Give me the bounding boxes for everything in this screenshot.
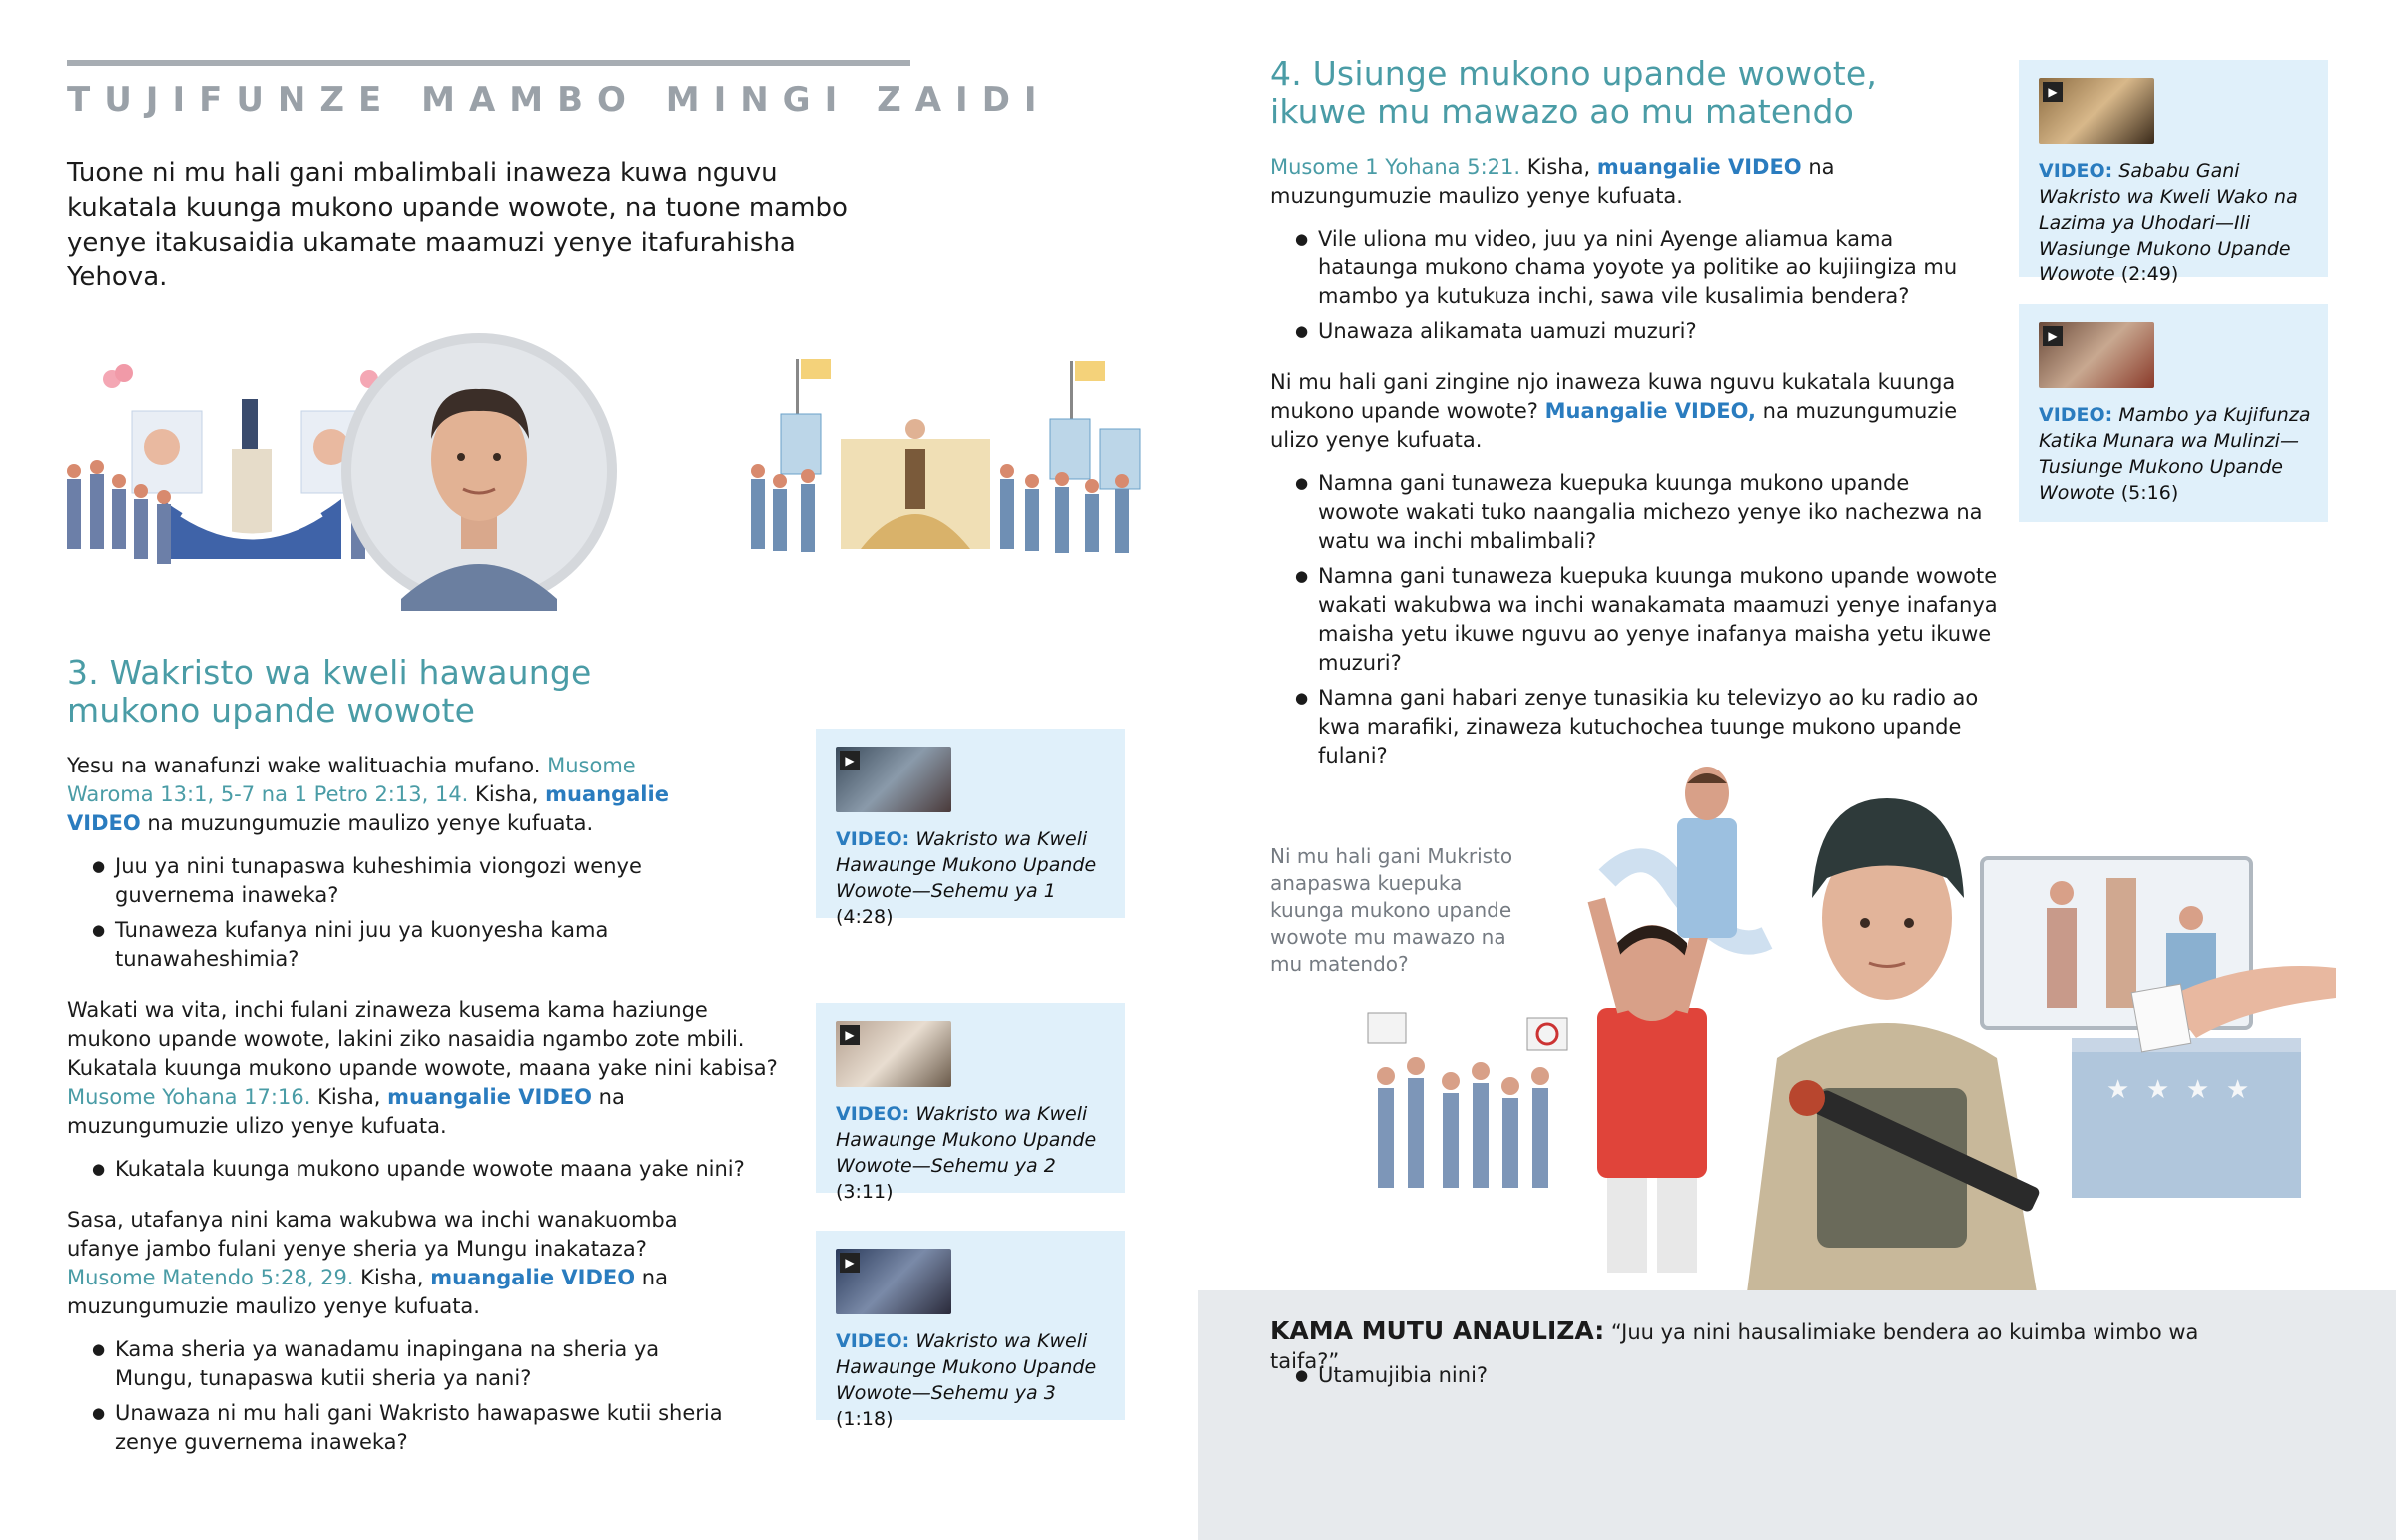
- neutrality-scene-svg: [1348, 759, 2346, 1292]
- video-box-3[interactable]: [816, 1231, 1125, 1430]
- video-link-2[interactable]: muangalie VIDEO: [387, 1085, 592, 1109]
- video-link-5[interactable]: Muangalie VIDEO,: [1544, 399, 1756, 423]
- section4-p2-end: na muzungumuzie ulizo yenye kufuata.: [1270, 399, 1958, 452]
- video-title: Wakristo wa Kweli Hawaunge Mukono Upande Wowote—Sehemu ya 3: [836, 1330, 1097, 1404]
- section3-questions-3: [67, 1335, 726, 1457]
- footer-box: [1198, 1290, 2396, 1540]
- play-icon[interactable]: ▶: [840, 751, 860, 770]
- svg-text:★: ★: [2146, 1075, 2170, 1105]
- tv-ballot: [1982, 858, 2336, 1198]
- neutrality-illustration: [1348, 759, 2346, 1292]
- video-thumbnail[interactable]: [2039, 78, 2154, 144]
- section4-questions-1: [1270, 225, 1989, 346]
- section3-p2-kisha: Kisha,: [317, 1085, 381, 1109]
- video-duration: (5:16): [2120, 482, 2179, 504]
- intro-paragraph: Tuone ni mu hali gani mbalimbali inaweza kuwa nguvu kukatala kuunga mukono upande wowote, na tuone mambo yenye itakusaidia ukamate maamuzi yenye itafurahisha Yehova.: [67, 158, 848, 292]
- section3-p3-end: na muzungumuzie maulizo yenye kufuata.: [67, 1266, 668, 1318]
- video-caption: [2039, 158, 2313, 287]
- section4-title: [1270, 55, 2069, 131]
- video-link-4[interactable]: muangalie VIDEO: [1596, 155, 1802, 179]
- scripture-ref-matendo[interactable]: Musome Matendo 5:28, 29.: [67, 1266, 354, 1289]
- section3-p2: [67, 996, 786, 1141]
- video-label: VIDEO:: [2039, 404, 2113, 426]
- video-title: Sababu Gani Wakristo wa Kweli Wako na Lazima ya Uhodari—Ili Wasiunge Mukono Upande Wowote: [2039, 160, 2298, 285]
- section3-p2-text: Wakati wa vita, inchi fulani zinaweza kusema kama haziunge mukono upande wowote, lakini ziko nasaidia ngambo zote mbili. Kukatala kuunga mukono upande wowote, maana yake nini kabisa?: [67, 998, 778, 1080]
- kicker-rule: [67, 60, 910, 66]
- list-item: ● Kama sheria ya wanadamu inapingana na sheria ya Mungu, tunapaswa kutii sheria ya nani?: [67, 1335, 726, 1393]
- section3-p1-end: na muzungumuzie maulizo yenye kufuata.: [147, 811, 594, 835]
- rally-illustration: [62, 329, 1160, 619]
- list-item: ● Vile uliona mu video, juu ya nini Ayenge aliamua kama hataunga mukono chama yoyote ya politike ao kujiingiza mu mambo ya kutukuza inchi, sawa vile kusalimia bendera?: [1270, 225, 1989, 311]
- man-portrait: [341, 333, 617, 611]
- video-caption: [836, 1101, 1105, 1205]
- list-item: ● Namna gani tunaweza kuepuka kuunga mukono upande wowote wakati tuko naangalia michezo yenye iko nachezwa na watu wa inchi mbalimbali?: [1270, 469, 1997, 556]
- list-item: ● Utamujibia nini?: [1270, 1361, 2268, 1390]
- svg-text:★: ★: [2226, 1075, 2250, 1105]
- video-title: Mambo ya Kujifunza Katika Munara wa Mulinzi—Tusiunge Mukono Upande Wowote: [2039, 404, 2311, 504]
- video-thumbnail[interactable]: [836, 747, 951, 812]
- video-link-3[interactable]: muangalie VIDEO: [430, 1266, 636, 1289]
- section3-p1-kisha: Kisha,: [475, 782, 539, 806]
- video-title: Wakristo wa Kweli Hawaunge Mukono Upande Wowote—Sehemu ya 2: [836, 1103, 1097, 1177]
- section3-p1: [67, 752, 686, 838]
- section4-p2-text: Ni mu hali gani zingine njo inaweza kuwa nguvu kukatala kuunga mukono upande wowote?: [1270, 370, 1956, 423]
- singing-person: [1677, 767, 1737, 938]
- section4-p1: [1270, 153, 1989, 211]
- play-icon[interactable]: ▶: [2043, 326, 2063, 346]
- video-label: VIDEO:: [836, 1103, 910, 1125]
- section4-title-line2: ikuwe mu mawazo ao mu matendo: [1270, 92, 1855, 131]
- section3-questions-2: [67, 1155, 786, 1184]
- section3: [67, 654, 786, 1463]
- section3-p2-end: na muzungumuzie ulizo yenye kufuata.: [67, 1085, 625, 1138]
- video-label: VIDEO:: [836, 828, 910, 850]
- section4-questions-2: [1270, 469, 2069, 770]
- play-icon[interactable]: ▶: [2043, 82, 2063, 102]
- video-caption: [836, 1328, 1105, 1432]
- section3-questions-1: [67, 852, 686, 974]
- play-icon[interactable]: ▶: [840, 1025, 860, 1045]
- section-kicker: TUJIFUNZE MAMBO MINGI ZAIDI: [67, 80, 1051, 120]
- list-item: ● Namna gani tunaweza kuepuka kuunga mukono upande wowote wakati wakubwa wa inchi wanakamata maamuzi yenye inafanya maisha yetu ikuwe nguvu ao yenye inafanya maisha yetu ikuwe muzuri?: [1270, 562, 2069, 678]
- section4-p1-end: na muzungumuzie maulizo yenye kufuata.: [1270, 155, 1835, 208]
- list-item: ● Kukatala kuunga mukono upande wowote maana yake nini?: [67, 1155, 786, 1184]
- illustration-caption: Ni mu hali gani Mukristo anapaswa kuepuka kuunga mukono upande wowote mu mawazo na mu matendo?: [1270, 844, 1513, 976]
- video-thumbnail[interactable]: [836, 1021, 951, 1087]
- scripture-ref-waroma[interactable]: Musome Waroma 13:1, 5-7 na 1 Petro 2:13, 14.: [67, 754, 636, 806]
- section3-title-line2: mukono upande wowote: [67, 691, 476, 730]
- video-link-1[interactable]: muangalie VIDEO: [67, 782, 669, 835]
- section3-p3-kisha: Kisha,: [360, 1266, 424, 1289]
- video-box-5[interactable]: [2019, 304, 2328, 522]
- scripture-ref-1yohana[interactable]: Musome 1 Yohana 5:21.: [1270, 155, 1521, 179]
- footer-quote: “Juu ya nini hausalimiake bendera ao kuimba wimbo wa taifa?”: [1270, 1320, 2199, 1373]
- video-box-1[interactable]: [816, 729, 1125, 928]
- video-duration: (4:28): [836, 906, 894, 928]
- list-item: ● Juu ya nini tunapaswa kuheshimia viongozi wenye guvernema inaweka?: [67, 852, 686, 910]
- section4-title-line1: 4. Usiunge mukono upande wowote,: [1270, 54, 1878, 93]
- protesters: [1368, 1013, 1567, 1188]
- video-label: VIDEO:: [2039, 160, 2113, 182]
- scripture-ref-yohana[interactable]: Musome Yohana 17:16.: [67, 1085, 311, 1109]
- list-item: ● Unawaza alikamata uamuzi muzuri?: [1270, 317, 1989, 346]
- footer-label: KAMA MUTU ANAULIZA:: [1270, 1316, 1605, 1345]
- list-item: ● Tunaweza kufanya nini juu ya kuonyesha kama tunawaheshimia?: [67, 916, 686, 974]
- svg-text:★: ★: [2186, 1075, 2210, 1105]
- section4-p2: [1270, 368, 1989, 455]
- play-icon[interactable]: ▶: [840, 1253, 860, 1273]
- section4: [1270, 55, 2069, 776]
- section3-p3-text: Sasa, utafanya nini kama wakubwa wa inchi wanakuomba ufanye jambo fulani yenye sheria ya Mungu inakataza?: [67, 1208, 678, 1261]
- svg-text:★: ★: [2106, 1075, 2130, 1105]
- section3-p1-text: Yesu na wanafunzi wake walituachia mufano.: [67, 754, 541, 777]
- right-rally: [751, 359, 1140, 553]
- section3-title-line1: 3. Wakristo wa kweli hawaunge: [67, 653, 592, 692]
- section4-p1-kisha: Kisha,: [1526, 155, 1591, 179]
- video-duration: (3:11): [836, 1181, 894, 1203]
- video-thumbnail[interactable]: [836, 1249, 951, 1314]
- video-box-4[interactable]: [2019, 60, 2328, 285]
- footer-questions: [1270, 1361, 2268, 1396]
- list-item: ● Namna gani habari zenye tunasikia ku televizyo ao ku radio ao kwa marafiki, zinaweza kutuchochea tuunge mukono upande fulani?: [1270, 684, 2017, 770]
- video-title: Wakristo wa Kweli Hawaunge Mukono Upande Wowote—Sehemu ya 1: [836, 828, 1097, 902]
- video-caption: [2039, 402, 2313, 506]
- list-item: ● Unawaza ni mu hali gani Wakristo hawapaswe kutii sheria zenye guvernema inaweka?: [67, 1399, 726, 1457]
- video-duration: (1:18): [836, 1408, 894, 1430]
- video-box-2[interactable]: [816, 1003, 1125, 1203]
- video-label: VIDEO:: [836, 1330, 910, 1352]
- rally-scene-svg: [62, 329, 1160, 619]
- section3-title: [67, 654, 786, 730]
- video-thumbnail[interactable]: [2039, 322, 2154, 388]
- video-caption: [836, 826, 1105, 930]
- section3-p3: [67, 1206, 726, 1321]
- video-duration: (2:49): [2120, 263, 2179, 285]
